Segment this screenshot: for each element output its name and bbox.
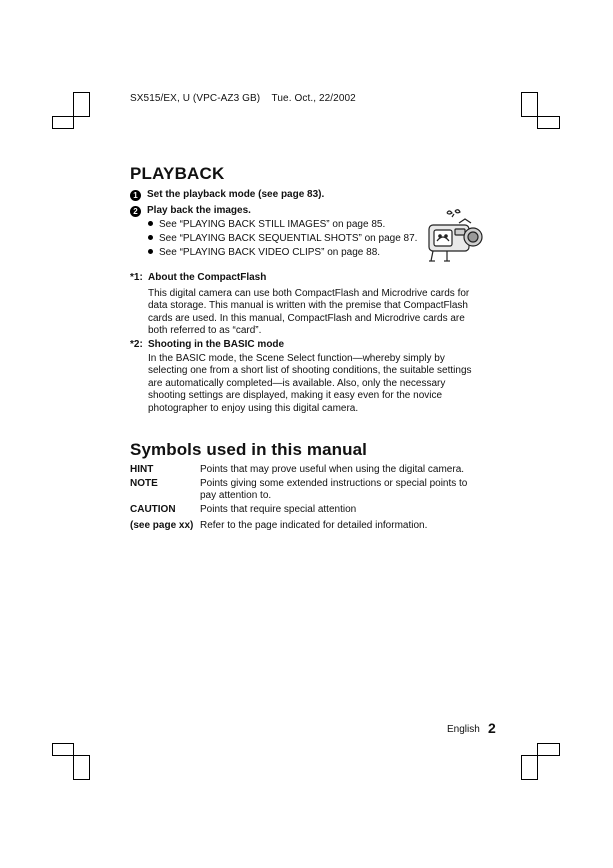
symbol-term-caution: CAUTION	[130, 504, 176, 515]
document-header: SX515/EX, U (VPC-AZ3 GB) Tue. Oct., 22/2002	[130, 93, 356, 104]
bullet-item-3	[148, 247, 380, 258]
symbol-desc-hint: Points that may prove useful when using the digital camera.	[200, 464, 465, 475]
symbol-desc-see-page: Refer to the page indicated for detailed information.	[200, 520, 428, 531]
note-1-body: This digital camera can use both CompactFlash and Microdrive cards for data storage. This manual is written with the premise that CompactFlash cards are used. In this manual, CompactFlash and Microdrive cards are both referred to as “card”.	[148, 288, 470, 337]
note-2-heading	[130, 339, 284, 350]
note-2-marker: *2:	[130, 339, 143, 350]
step-text-2: Play back the images.	[147, 205, 251, 216]
note-2-title: Shooting in the BASIC mode	[148, 339, 285, 350]
note-1-title: About the CompactFlash	[148, 272, 267, 283]
note-2-body: In the BASIC mode, the Scene Select function—whereby simply by selecting one from a short list of shooting conditions, the suitable settings are automatically completed—is available. Also, only the necessary shooting settings are displayed, making it easy even for the novice photographer to enjoy using this digital camera.	[148, 353, 472, 414]
playback-heading: PLAYBACK	[130, 164, 225, 183]
bullet-text: See “PLAYING BACK VIDEO CLIPS” on page 88.	[159, 247, 381, 258]
bullet-item-1	[148, 219, 385, 230]
bullet-text: See “PLAYING BACK SEQUENTIAL SHOTS” on page 87.	[159, 233, 418, 244]
playback-step-1	[130, 189, 324, 201]
symbols-heading: Symbols used in this manual	[130, 440, 367, 459]
note-1-marker: *1:	[130, 272, 143, 283]
symbol-desc-caution: Points that require special attention	[200, 504, 357, 515]
bullet-icon	[148, 221, 153, 226]
symbol-term-hint: HINT	[130, 464, 154, 475]
symbol-term-note: NOTE	[130, 478, 158, 489]
bullet-item-2	[148, 233, 417, 244]
symbol-desc-note: Points giving some extended instructions or special points to pay attention to.	[200, 478, 468, 502]
step-number-2: 2	[130, 206, 141, 217]
camera-playback-illustration-icon	[421, 207, 487, 267]
footer-language: English	[447, 724, 480, 735]
playback-step-2	[130, 205, 251, 217]
bullet-icon	[148, 235, 153, 240]
bullet-icon	[148, 249, 153, 254]
symbol-term-see-page: (see page xx)	[130, 520, 194, 531]
step-text-1: Set the playback mode (see page 83).	[147, 189, 325, 200]
step-number-1: 1	[130, 190, 141, 201]
bullet-text: See “PLAYING BACK STILL IMAGES” on page 85.	[159, 219, 386, 230]
note-1-heading	[130, 272, 266, 283]
page-number: 2	[488, 720, 496, 736]
